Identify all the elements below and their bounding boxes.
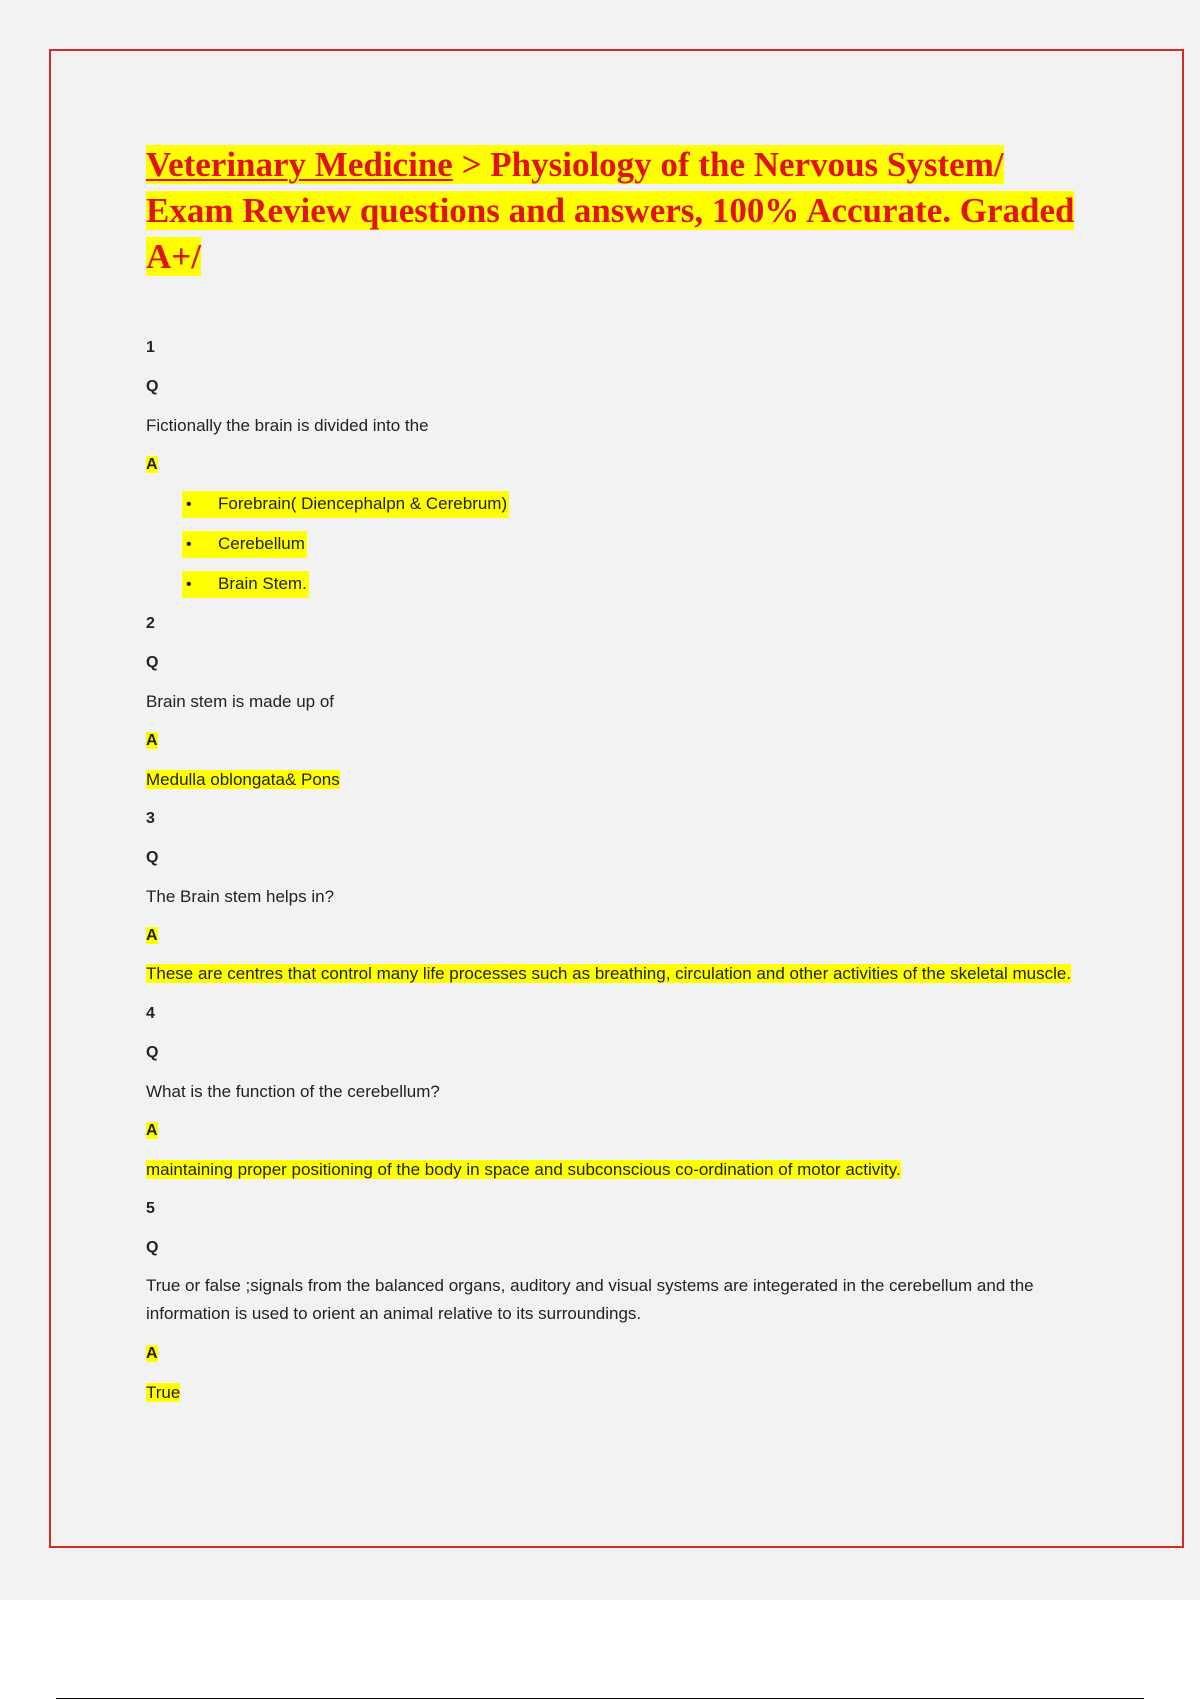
- answer-bullet-item: [146, 524, 1096, 564]
- answer-text: True: [146, 1383, 181, 1402]
- answer-bullet-list: [146, 484, 1096, 604]
- question-text: What is the function of the cerebellum?: [146, 1082, 440, 1101]
- answer-label: A: [146, 1345, 158, 1362]
- answer-text: Medulla oblongata& Pons: [146, 770, 340, 789]
- document-title: [146, 142, 1096, 280]
- answer-label: A: [146, 732, 158, 749]
- answer-label: A: [146, 1122, 158, 1139]
- question-label: Q: [146, 849, 159, 866]
- qa-list: [146, 328, 1096, 1412]
- footer-divider: [56, 1698, 1144, 1699]
- title-text: > Physiology of the Nervous System/ Exam Review questions and answers, 100% Accurate. Graded A+/: [146, 145, 1075, 276]
- question-label: Q: [146, 1239, 159, 1256]
- answer-text: These are centres that control many life processes such as breathing, circulation and other activities of the skeletal muscle.: [146, 964, 1072, 983]
- question-number: 2: [146, 615, 155, 632]
- bullet-text: Cerebellum: [218, 534, 305, 553]
- question-number: 1: [146, 339, 155, 356]
- qa-item: [146, 1189, 1096, 1412]
- document-content: [146, 142, 1096, 1412]
- bullet-text: Brain Stem.: [218, 574, 307, 593]
- question-text: Fictionally the brain is divided into the: [146, 416, 429, 435]
- answer-text: maintaining proper positioning of the body in space and subconscious co-ordination of motor activity.: [146, 1160, 901, 1179]
- question-label: Q: [146, 1044, 159, 1061]
- question-number: 5: [146, 1200, 155, 1217]
- bullet-icon: •: [186, 496, 192, 513]
- question-number: 4: [146, 1005, 155, 1022]
- question-number: 3: [146, 810, 155, 827]
- bullet-text: Forebrain( Diencephalpn & Cerebrum): [218, 494, 508, 513]
- title-category-link[interactable]: Veterinary Medicine: [146, 145, 453, 184]
- qa-item: [146, 994, 1096, 1189]
- qa-item: [146, 328, 1096, 604]
- answer-bullet-item: [146, 564, 1096, 604]
- question-text: Brain stem is made up of: [146, 692, 335, 711]
- answer-label: A: [146, 456, 158, 473]
- answer-label: A: [146, 927, 158, 944]
- qa-item: [146, 604, 1096, 799]
- question-label: Q: [146, 378, 159, 395]
- qa-item: [146, 799, 1096, 994]
- bullet-icon: •: [186, 576, 192, 593]
- answer-bullet-item: [146, 484, 1096, 524]
- question-label: Q: [146, 654, 159, 671]
- bullet-icon: •: [186, 536, 192, 553]
- question-text: The Brain stem helps in?: [146, 887, 335, 906]
- question-text: True or false ;signals from the balanced organs, auditory and visual systems are integerated in the cerebellum and the information is used to orient an animal relative to its surroundings.: [146, 1276, 1034, 1323]
